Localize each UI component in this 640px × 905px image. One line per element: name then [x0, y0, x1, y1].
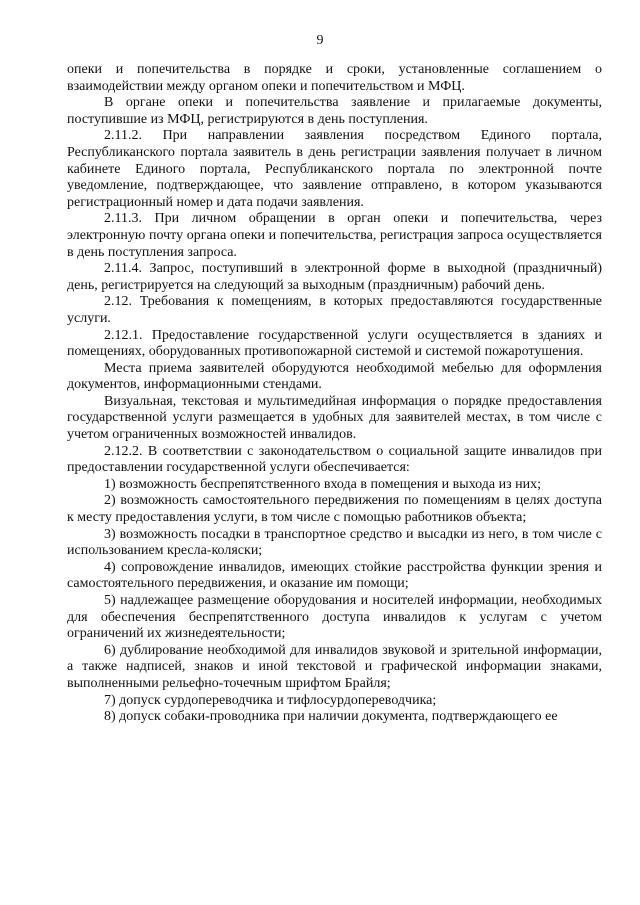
paragraph: 2.12.1. Предоставление государственной услуги осуществляется в зданиях и помещениях, оборудованных противопожарной системой и системой пожаротушения. [67, 327, 602, 360]
paragraph: 2.12.2. В соответствии с законодательством о социальной защите инвалидов при предоставлении государственной услуги обеспечивается: [67, 443, 602, 476]
paragraph: Места приема заявителей оборудуются необходимой мебелью для оформления документов, информационными стендами. [67, 360, 602, 393]
paragraph: 2.11.3. При личном обращении в орган опеки и попечительства, через электронную почту органа опеки и попечительства, регистрация запроса осуществляется в день поступления запроса. [67, 211, 602, 260]
page-number: 9 [316, 33, 324, 48]
paragraph: В органе опеки и попечительства заявление и прилагаемые документы, поступившие из МФЦ, регистрируются в день поступления. [67, 95, 602, 127]
list-item: 5) надлежащее размещение оборудования и носителей информации, необходимых для обеспечения беспрепятственного доступа инвалидов к услугам с учетом ограничений их жизнедеятельности; [67, 593, 602, 642]
body-text [67, 62, 602, 726]
list-item: 2) возможность самостоятельного передвижения по помещениям в целях доступа к месту предоставления услуги, в том числе с помощью работников объекта; [67, 493, 602, 526]
list-item: 3) возможность посадки в транспортное средство и высадки из него, в том числе с использованием кресла-коляски; [67, 526, 602, 559]
list-item: 7) допуск сурдопереводчика и тифлосурдопереводчика; [104, 692, 437, 708]
paragraph: Визуальная, текстовая и мультимедийная информация о порядке предоставления государственной услуги размещается в удобных для заявителей местах, в том числе с учетом ограниченных возможностей инвалидов. [67, 393, 602, 443]
list-item: 6) дублирование необходимой для инвалидов звуковой и зрительной информации, а также надписей, знаков и иной текстовой и графической информации знаками, выполненными рельефно-точечным шрифтом Брайля; [67, 642, 602, 691]
list-item: 4) сопровождение инвалидов, имеющих стойкие расстройства функции зрения и самостоятельного передвижения, и оказание им помощи; [67, 559, 602, 592]
paragraph: 2.11.2. При направлении заявления посредством Единого портала, Республиканского портала заявитель в день регистрации заявления получает в личном кабинете Единого портала, Республиканского портала по электронной почте уведомление, подтверждающее, что заявление отправлено, в котором указываются регистрационный номер и дата подачи заявления. [67, 128, 602, 210]
paragraph: опеки и попечительства в порядке и сроки, установленные соглашением о взаимодействии между органом опеки и попечительством и МФЦ. [67, 62, 602, 94]
list-item: 1) возможность беспрепятственного входа в помещения и выхода из них; [104, 476, 541, 492]
paragraph: 2.11.4. Запрос, поступивший в электронной форме в выходной (праздничный) день, регистрируется на следующий за выходным (праздничным) рабочий день. [67, 261, 602, 293]
paragraph: 2.12. Требования к помещениям, в которых предоставляются государственные услуги. [67, 294, 602, 326]
list-item: 8) допуск собаки-проводника при наличии документа, подтверждающего ее [104, 709, 558, 725]
